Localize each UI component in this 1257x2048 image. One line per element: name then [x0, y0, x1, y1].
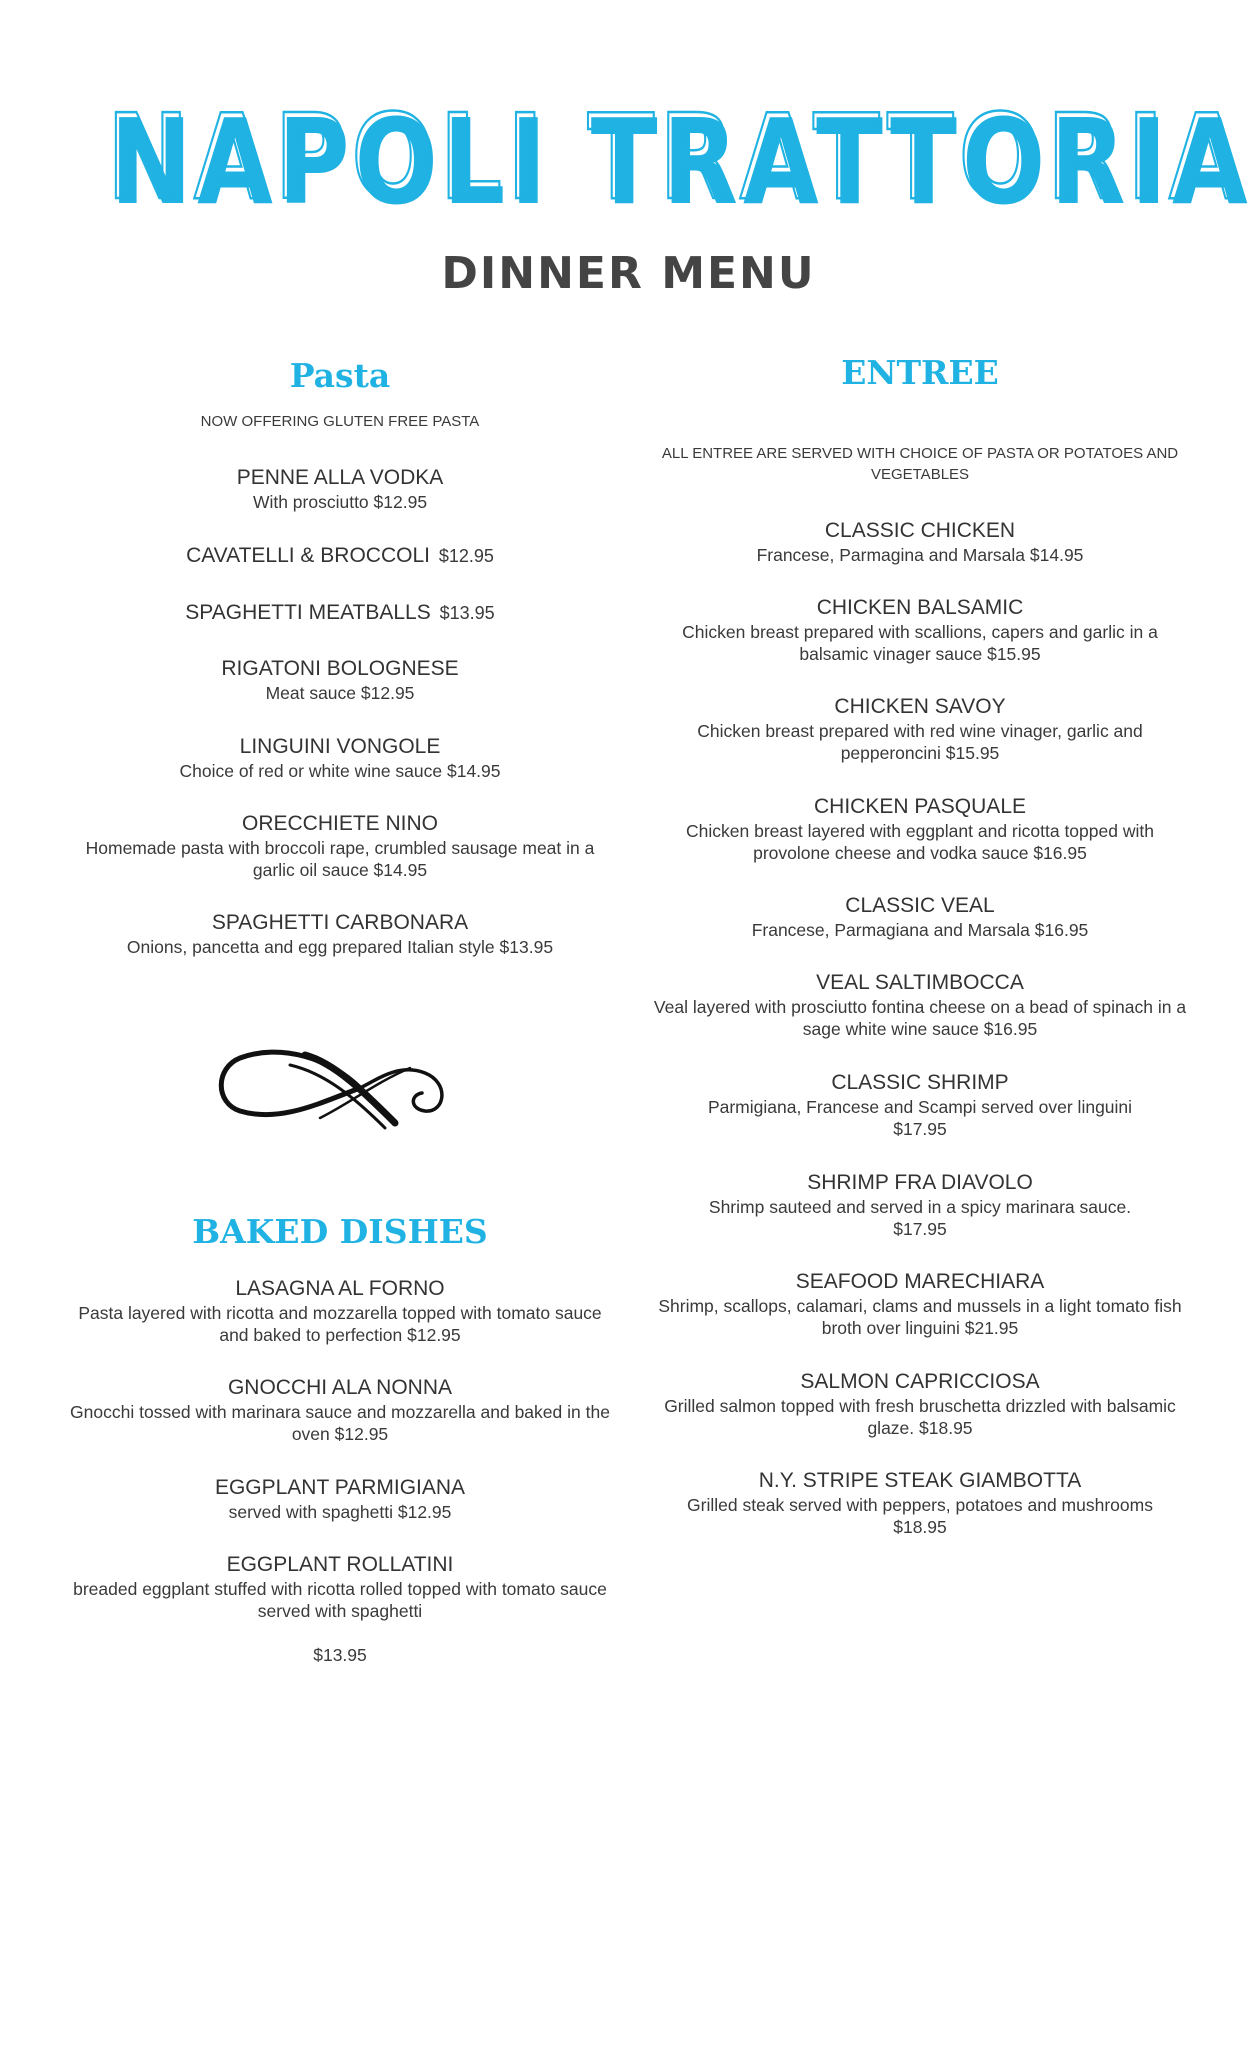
menu-item [650, 794, 1190, 864]
dish-description: Choice of red or white wine sauce $14.95 [179, 761, 501, 781]
flourish-ornament [210, 1033, 470, 1143]
dish-price: $17.95 [893, 1119, 947, 1139]
dish-description: Grilled steak served with peppers, potatoes and mushrooms [687, 1495, 1153, 1515]
menu-item [70, 910, 610, 958]
menu-item [70, 656, 610, 704]
dish-name: CHICKEN SAVOY [834, 695, 1006, 718]
dish-name: N.Y. STRIPE STEAK GIAMBOTTA [758, 1469, 1082, 1492]
menu-item [650, 595, 1190, 665]
menu-item [70, 1475, 610, 1523]
dish-description: Shrimp, scallops, calamari, clams and mussels in a light tomato fish broth over linguini $21.95 [658, 1296, 1182, 1338]
dish-description: Chicken breast layered with eggplant and ricotta topped with provolone cheese and vodka sauce $16.95 [686, 821, 1154, 863]
pasta-heading: Pasta [289, 356, 391, 395]
dish-name: CHICKEN PASQUALE [814, 795, 1026, 818]
dish-description: served with spaghetti $12.95 [228, 1502, 452, 1522]
menu-item [70, 1552, 610, 1666]
menu-item [650, 970, 1190, 1040]
dish-description: Meat sauce $12.95 [265, 683, 415, 703]
dish-name: CLASSIC VEAL [845, 894, 995, 917]
dish-name: SALMON CAPRICCIOSA [800, 1370, 1040, 1393]
page-subtitle: DINNER MENU [441, 248, 816, 299]
restaurant-name: NAPOLI TRATTORIA [106, 88, 1250, 226]
dish-description: Francese, Parmagina and Marsala $14.95 [756, 545, 1084, 565]
dish-description: Veal layered with prosciutto fontina cheese on a bead of spinach in a sage white wine sauce $16.95 [653, 997, 1187, 1039]
dish-description: Onions, pancetta and egg prepared Italian style $13.95 [126, 937, 554, 957]
dish-name: SPAGHETTI MEATBALLS [185, 601, 431, 624]
menu-item [650, 518, 1190, 566]
dish-name: ORECCHIETE NINO [241, 812, 438, 835]
dish-description: Shrimp sauteed and served in a spicy marinara sauce. [708, 1197, 1132, 1217]
dish-description: Grilled salmon topped with fresh bruschetta drizzled with balsamic glaze. $18.95 [664, 1396, 1176, 1438]
menu-item [70, 1375, 610, 1445]
entree-note: ALL ENTREE ARE SERVED WITH CHOICE OF PASTA OR POTATOES AND VEGETABLES [661, 445, 1179, 483]
dish-price: $13.95 [439, 603, 495, 623]
dish-name: RIGATONI BOLOGNESE [221, 657, 459, 680]
dish-name: LASAGNA AL FORNO [235, 1277, 445, 1300]
dish-description: Chicken breast prepared with scallions, capers and garlic in a balsamic vinager sauce $15.95 [682, 622, 1158, 664]
dish-description: Gnocchi tossed with marinara sauce and mozzarella and baked in the oven $12.95 [70, 1402, 610, 1444]
dish-description: With prosciutto $12.95 [252, 492, 428, 512]
dish-description: Chicken breast prepared with red wine vinager, garlic and pepperoncini $15.95 [697, 721, 1143, 763]
dish-name: EGGPLANT PARMIGIANA [214, 1476, 466, 1499]
baked-heading: BAKED DISHES [192, 1212, 488, 1251]
dish-price: $18.95 [893, 1517, 947, 1537]
dish-name: EGGPLANT ROLLATINI [226, 1553, 454, 1576]
dish-name: VEAL SALTIMBOCCA [816, 971, 1024, 994]
menu-item [70, 465, 610, 513]
pasta-note: NOW OFFERING GLUTEN FREE PASTA [200, 413, 480, 430]
menu-item [650, 694, 1190, 764]
menu-item [650, 1369, 1190, 1439]
menu-item [650, 1170, 1190, 1240]
entree-heading: ENTREE [841, 353, 999, 392]
dish-name: SPAGHETTI CARBONARA [211, 911, 469, 934]
dish-description: Homemade pasta with broccoli rape, crumbled sausage meat in a garlic oil sauce $14.95 [85, 838, 595, 880]
dish-description: breaded eggplant stuffed with ricotta rolled topped with tomato sauce served with spaghetti [73, 1579, 607, 1621]
dish-name: CHICKEN BALSAMIC [816, 596, 1024, 619]
menu-item [650, 1070, 1190, 1140]
dish-description: Francese, Parmagiana and Marsala $16.95 [751, 920, 1089, 940]
menu-item [650, 893, 1190, 941]
dish-name: SEAFOOD MARECHIARA [795, 1270, 1045, 1293]
menu-item [70, 811, 610, 881]
menu-item [650, 1269, 1190, 1339]
dish-name: CLASSIC SHRIMP [831, 1071, 1009, 1094]
dish-name: PENNE ALLA VODKA [236, 466, 444, 489]
dish-name: CAVATELLI & BROCCOLI [186, 544, 430, 567]
dish-name: LINGUINI VONGOLE [239, 735, 441, 758]
dish-name: GNOCCHI ALA NONNA [227, 1376, 453, 1399]
menu-item [70, 600, 610, 626]
menu-item [70, 1276, 610, 1346]
dish-price: $17.95 [893, 1219, 947, 1239]
dish-name: SHRIMP FRA DIAVOLO [807, 1171, 1033, 1194]
dish-price: $13.95 [313, 1645, 367, 1665]
menu-item [650, 1468, 1190, 1538]
menu-item [70, 543, 610, 569]
menu-item [70, 734, 610, 782]
dish-price: $12.95 [438, 546, 494, 566]
dish-description: Pasta layered with ricotta and mozzarella topped with tomato sauce and baked to perfection $12.95 [78, 1303, 602, 1345]
dish-description: Parmigiana, Francese and Scampi served over linguini [707, 1097, 1133, 1117]
dish-name: CLASSIC CHICKEN [824, 519, 1016, 542]
